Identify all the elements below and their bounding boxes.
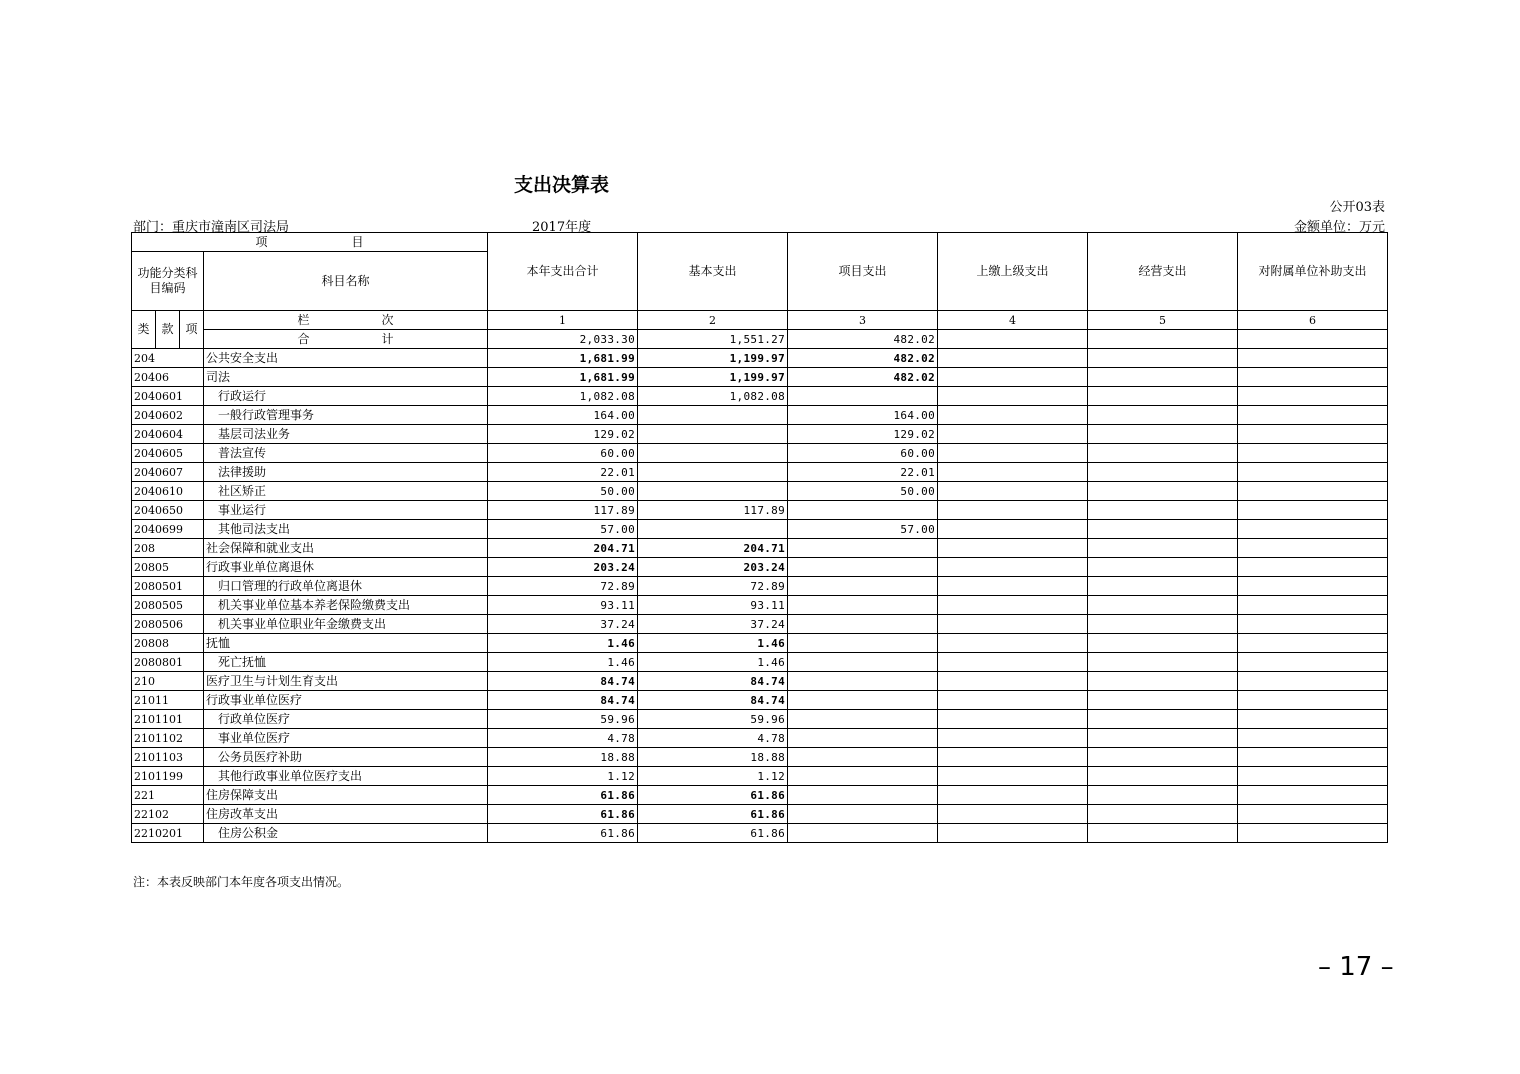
row-subsidy [1238,710,1388,729]
row-code: 2080501 [132,577,204,596]
row-total: 60.00 [488,444,638,463]
row-name: 住房改革支出 [204,805,488,824]
row-total: 1,082.08 [488,387,638,406]
row-total: 57.00 [488,520,638,539]
row-basic: 204.71 [638,539,788,558]
col-num-4: 4 [938,311,1088,330]
row-business [1088,501,1238,520]
row-total: 18.88 [488,748,638,767]
row-total: 1.46 [488,634,638,653]
total-subsidy [1238,330,1388,349]
table-row [132,672,1388,691]
row-code: 2040699 [132,520,204,539]
row-subsidy [1238,482,1388,501]
row-basic: 117.89 [638,501,788,520]
row-business [1088,691,1238,710]
row-business [1088,349,1238,368]
row-subsidy [1238,520,1388,539]
row-code: 2040604 [132,425,204,444]
row-business [1088,539,1238,558]
total-upper [938,330,1088,349]
row-name: 公务员医疗补助 [204,748,488,767]
table-row [132,653,1388,672]
row-total: 164.00 [488,406,638,425]
row-project: 57.00 [788,520,938,539]
row-business [1088,387,1238,406]
row-total: 22.01 [488,463,638,482]
total-project: 482.02 [788,330,938,349]
row-code: 208 [132,539,204,558]
header-func-code: 功能分类科目编码 [132,252,204,311]
row-project: 22.01 [788,463,938,482]
row-total: 1.46 [488,653,638,672]
row-code: 21011 [132,691,204,710]
row-business [1088,406,1238,425]
row-total: 84.74 [488,691,638,710]
row-code: 2080505 [132,596,204,615]
row-upper [938,539,1088,558]
header-item: 项 目 [132,233,488,252]
row-project [788,615,938,634]
row-total: 129.02 [488,425,638,444]
page-number: – 17 – [1318,952,1394,982]
row-basic: 61.86 [638,805,788,824]
row-upper [938,387,1088,406]
row-code: 2040610 [132,482,204,501]
row-total: 61.86 [488,786,638,805]
row-business [1088,653,1238,672]
row-code: 2040605 [132,444,204,463]
row-basic: 84.74 [638,672,788,691]
row-code: 210 [132,672,204,691]
row-project: 482.02 [788,349,938,368]
table-row [132,349,1388,368]
row-project [788,786,938,805]
table-row [132,482,1388,501]
row-basic: 93.11 [638,596,788,615]
row-basic: 4.78 [638,729,788,748]
table-row [132,444,1388,463]
row-project: 129.02 [788,425,938,444]
row-project: 164.00 [788,406,938,425]
row-business [1088,786,1238,805]
row-subsidy [1238,672,1388,691]
total-business [1088,330,1238,349]
row-basic [638,425,788,444]
row-subsidy [1238,691,1388,710]
table-row [132,577,1388,596]
row-total: 37.24 [488,615,638,634]
row-business [1088,368,1238,387]
header-subject-name: 科目名称 [204,252,488,311]
row-project [788,824,938,843]
row-project: 60.00 [788,444,938,463]
row-code: 2080801 [132,653,204,672]
row-business [1088,558,1238,577]
col-num-3: 3 [788,311,938,330]
row-upper [938,558,1088,577]
header-kuan: 款 [156,311,180,349]
row-business [1088,767,1238,786]
row-business [1088,672,1238,691]
row-subsidy [1238,653,1388,672]
row-total: 203.24 [488,558,638,577]
row-project [788,691,938,710]
row-total: 50.00 [488,482,638,501]
row-code: 22102 [132,805,204,824]
row-code: 2101102 [132,729,204,748]
table-row [132,406,1388,425]
row-upper [938,653,1088,672]
row-name: 归口管理的行政单位离退休 [204,577,488,596]
row-upper [938,672,1088,691]
row-project [788,710,938,729]
row-total: 93.11 [488,596,638,615]
row-project [788,501,938,520]
table-row [132,729,1388,748]
row-code: 2101199 [132,767,204,786]
table-row [132,615,1388,634]
row-name: 住房保障支出 [204,786,488,805]
row-name: 法律援助 [204,463,488,482]
row-basic: 72.89 [638,577,788,596]
row-name: 公共安全支出 [204,349,488,368]
table-body [132,349,1388,843]
row-subsidy [1238,596,1388,615]
row-subsidy [1238,634,1388,653]
row-project [788,672,938,691]
row-business [1088,710,1238,729]
row-name: 行政事业单位离退休 [204,558,488,577]
row-basic: 1.46 [638,653,788,672]
row-name: 死亡抚恤 [204,653,488,672]
row-project [788,577,938,596]
row-name: 其他司法支出 [204,520,488,539]
row-subsidy [1238,748,1388,767]
row-upper [938,349,1088,368]
table-note: 注：本表反映部门本年度各项支出情况。 [133,875,350,889]
row-upper [938,729,1088,748]
row-total: 204.71 [488,539,638,558]
table-row [132,596,1388,615]
row-basic [638,444,788,463]
row-upper [938,710,1088,729]
col-num-1: 1 [488,311,638,330]
row-upper [938,691,1088,710]
row-basic: 18.88 [638,748,788,767]
row-name: 住房公积金 [204,824,488,843]
table-row [132,824,1388,843]
row-project [788,653,938,672]
table-row [132,805,1388,824]
col-num-2: 2 [638,311,788,330]
row-upper [938,634,1088,653]
row-code: 2210201 [132,824,204,843]
header-col-3: 项目支出 [788,233,938,311]
header-col-1: 本年支出合计 [488,233,638,311]
row-business [1088,824,1238,843]
row-code: 2080506 [132,615,204,634]
row-upper [938,615,1088,634]
table-row [132,501,1388,520]
header-col-4: 上缴上级支出 [938,233,1088,311]
row-name: 事业单位医疗 [204,729,488,748]
row-project: 482.02 [788,368,938,387]
row-subsidy [1238,786,1388,805]
row-upper [938,444,1088,463]
row-upper [938,824,1088,843]
row-subsidy [1238,463,1388,482]
table-row [132,368,1388,387]
row-business [1088,520,1238,539]
row-upper [938,463,1088,482]
table-row [132,691,1388,710]
row-subsidy [1238,539,1388,558]
row-name: 抚恤 [204,634,488,653]
row-project [788,387,938,406]
table-row [132,520,1388,539]
row-total: 117.89 [488,501,638,520]
row-subsidy [1238,501,1388,520]
table-row [132,748,1388,767]
header-col-6: 对附属单位补助支出 [1238,233,1388,311]
row-upper [938,596,1088,615]
row-code: 2040650 [132,501,204,520]
row-basic [638,520,788,539]
row-total: 1,681.99 [488,349,638,368]
row-name: 社区矫正 [204,482,488,501]
table-row [132,767,1388,786]
row-subsidy [1238,349,1388,368]
expenditure-table [131,232,1388,843]
header-lanci: 栏 次 [204,311,488,330]
row-upper [938,520,1088,539]
row-code: 2101103 [132,748,204,767]
row-business [1088,615,1238,634]
row-business [1088,634,1238,653]
row-project [788,767,938,786]
row-subsidy [1238,805,1388,824]
row-subsidy [1238,767,1388,786]
table-row [132,539,1388,558]
row-total: 1.12 [488,767,638,786]
row-name: 行政运行 [204,387,488,406]
total-basic: 1,551.27 [638,330,788,349]
row-subsidy [1238,425,1388,444]
row-name: 社会保障和就业支出 [204,539,488,558]
row-total: 59.96 [488,710,638,729]
row-subsidy [1238,444,1388,463]
row-project [788,748,938,767]
row-upper [938,425,1088,444]
row-name: 事业运行 [204,501,488,520]
table-row [132,710,1388,729]
row-name: 行政单位医疗 [204,710,488,729]
row-subsidy [1238,615,1388,634]
row-code: 20808 [132,634,204,653]
row-code: 221 [132,786,204,805]
row-total: 61.86 [488,824,638,843]
row-basic: 1.46 [638,634,788,653]
row-name: 一般行政管理事务 [204,406,488,425]
row-subsidy [1238,577,1388,596]
row-name: 机关事业单位基本养老保险缴费支出 [204,596,488,615]
row-basic: 37.24 [638,615,788,634]
row-subsidy [1238,729,1388,748]
row-business [1088,463,1238,482]
row-basic: 1,199.97 [638,349,788,368]
header-heji: 合 计 [204,330,488,349]
col-num-6: 6 [1238,311,1388,330]
header-col-2: 基本支出 [638,233,788,311]
row-name: 机关事业单位职业年金缴费支出 [204,615,488,634]
table-row [132,387,1388,406]
table-row [132,425,1388,444]
row-upper [938,406,1088,425]
row-total: 84.74 [488,672,638,691]
row-upper [938,767,1088,786]
row-business [1088,596,1238,615]
row-upper [938,577,1088,596]
row-basic: 61.86 [638,824,788,843]
table-row [132,634,1388,653]
row-upper [938,501,1088,520]
row-project [788,634,938,653]
row-basic [638,482,788,501]
row-total: 1,681.99 [488,368,638,387]
row-basic: 59.96 [638,710,788,729]
row-code: 20406 [132,368,204,387]
row-code: 2040607 [132,463,204,482]
row-upper [938,786,1088,805]
row-code: 204 [132,349,204,368]
row-upper [938,805,1088,824]
row-project [788,729,938,748]
row-project [788,805,938,824]
row-name: 基层司法业务 [204,425,488,444]
row-business [1088,748,1238,767]
row-upper [938,748,1088,767]
row-total: 4.78 [488,729,638,748]
row-project [788,558,938,577]
table-row [132,558,1388,577]
row-basic: 61.86 [638,786,788,805]
row-subsidy [1238,558,1388,577]
header-lei: 类 [132,311,156,349]
row-project [788,539,938,558]
department-label: 部门：重庆市潼南区司法局 [133,220,290,235]
row-basic: 1,082.08 [638,387,788,406]
row-name: 司法 [204,368,488,387]
row-name: 行政事业单位医疗 [204,691,488,710]
unit-label: 金额单位：万元 [1293,220,1385,235]
row-business [1088,805,1238,824]
row-code: 2040602 [132,406,204,425]
row-upper [938,482,1088,501]
year-label: 2017年度 [532,220,592,235]
row-code: 2101101 [132,710,204,729]
row-name: 普法宣传 [204,444,488,463]
row-subsidy [1238,406,1388,425]
row-upper [938,368,1088,387]
row-business [1088,729,1238,748]
row-basic: 84.74 [638,691,788,710]
table-row [132,786,1388,805]
col-num-5: 5 [1088,311,1238,330]
row-name: 其他行政事业单位医疗支出 [204,767,488,786]
form-number: 公开03表 [1329,200,1385,215]
row-code: 20805 [132,558,204,577]
row-basic [638,406,788,425]
header-col-5: 经营支出 [1088,233,1238,311]
row-basic: 1,199.97 [638,368,788,387]
row-project: 50.00 [788,482,938,501]
row-business [1088,577,1238,596]
row-basic [638,463,788,482]
table-row [132,463,1388,482]
row-basic: 203.24 [638,558,788,577]
row-business [1088,444,1238,463]
row-name: 医疗卫生与计划生育支出 [204,672,488,691]
row-project [788,596,938,615]
row-total: 72.89 [488,577,638,596]
row-subsidy [1238,824,1388,843]
row-subsidy [1238,387,1388,406]
header-xiang: 项 [180,311,204,349]
page-title: 支出决算表 [514,174,610,196]
row-business [1088,425,1238,444]
row-business [1088,482,1238,501]
total-sum: 2,033.30 [488,330,638,349]
row-basic: 1.12 [638,767,788,786]
row-subsidy [1238,368,1388,387]
row-total: 61.86 [488,805,638,824]
row-code: 2040601 [132,387,204,406]
